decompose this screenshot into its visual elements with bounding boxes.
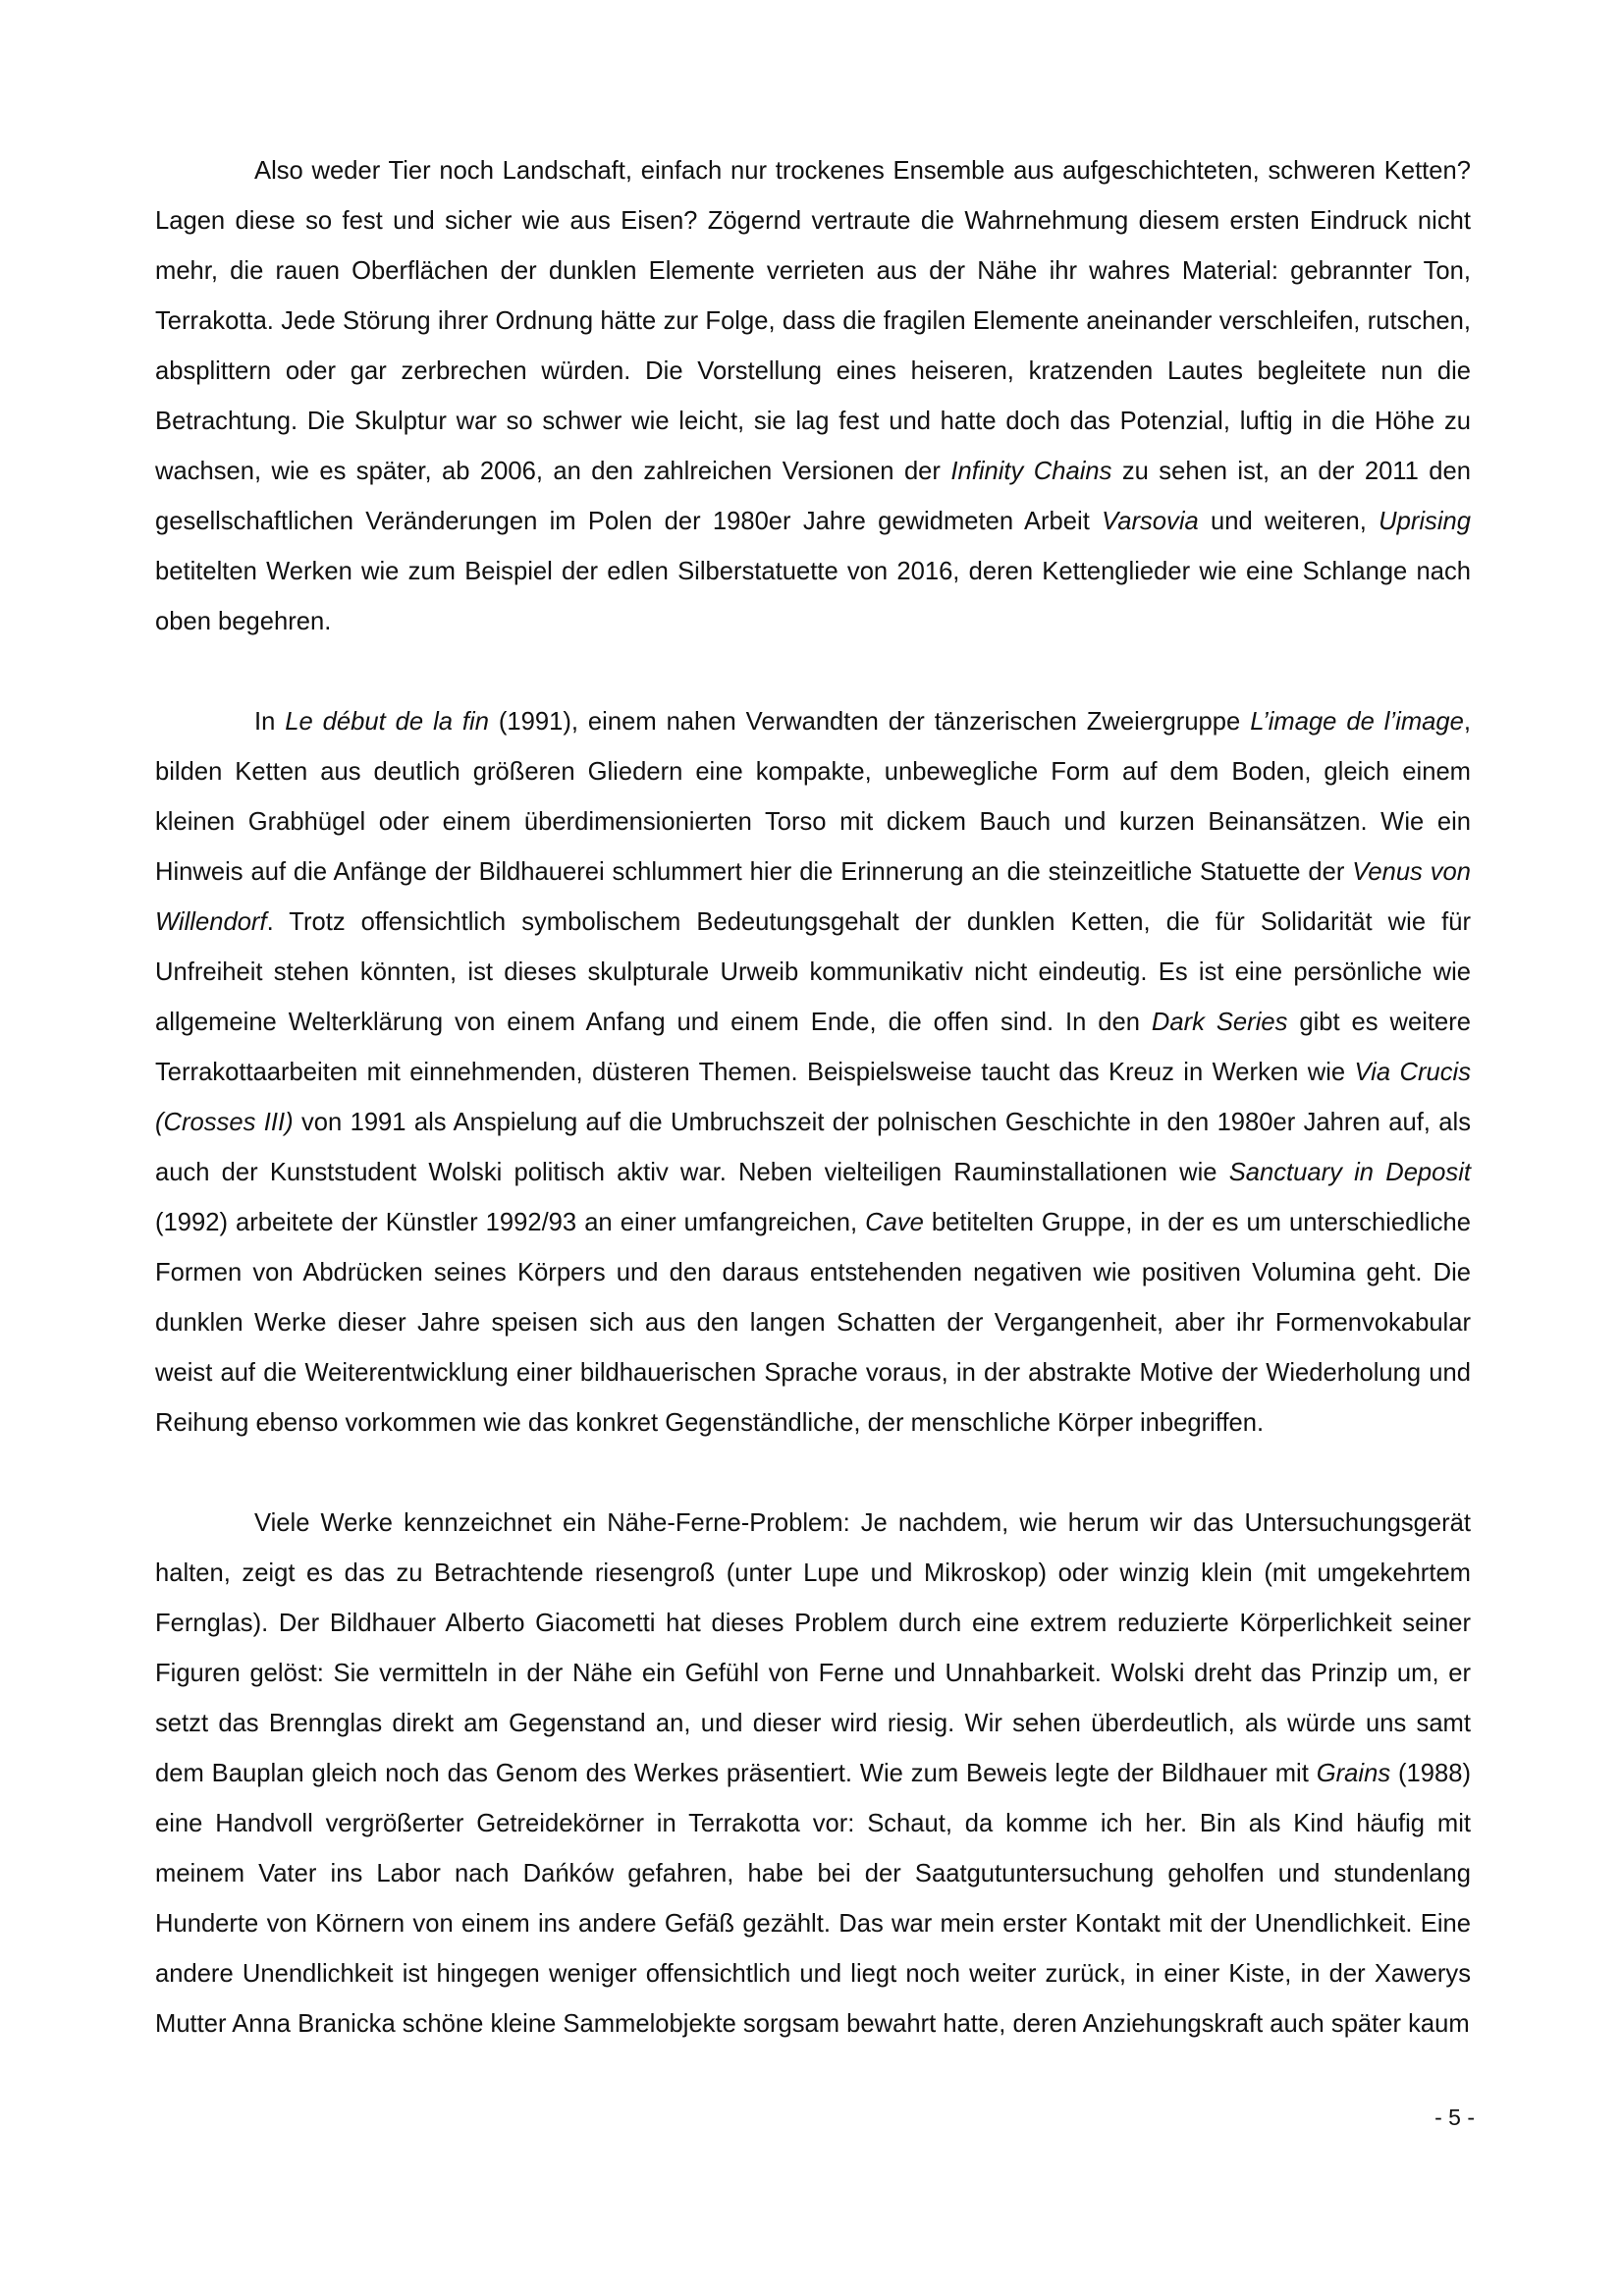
text-run: Also weder Tier noch Landschaft, einfach nur trockenes Ensemble aus aufgeschichteten, schweren Ketten? Lagen diese so fest und sicher wie aus Eisen? Zögernd vertraute die Wahrnehmung diesem ersten Eindruck nicht mehr, die rauen Oberflächen der dunklen Elemente verrieten aus der Nähe ihr wahres Material: gebrannter Ton, Terrakotta. Jede Störung ihrer Ordnung hätte zur Folge, dass die fragilen Elemente aneinander verschleifen, rutschen, absplittern oder gar zerbrechen würden. Die Vorstellung eines heiseren, kratzenden Lautes begleitete nun die Betrachtung. Die Skulptur war so schwer wie leicht, sie lag fest und hatte doch das Potenzial, luftig in die Höhe zu wachsen, wie es später, ab 2006, an den zahlreichen Versionen der: [155, 157, 1471, 485]
work-title: Infinity Chains: [950, 458, 1112, 485]
body-text: [155, 146, 1471, 2050]
text-run: und weiteren,: [1198, 508, 1379, 535]
work-title: Le début de la fin: [285, 708, 489, 736]
work-title: Cave: [865, 1209, 924, 1236]
paragraph-3: [155, 1499, 1471, 2050]
work-title: L’image de l’image: [1250, 708, 1464, 736]
paragraph-1: [155, 146, 1471, 647]
text-run: zu sehen ist, an der 2011 den gesellschaftlichen Veränderungen im Polen der 1980er Jahre gewidmeten Arbeit: [155, 458, 1471, 535]
text-run: (1992) arbeitete der Künstler 1992/93 an einer umfangreichen,: [155, 1209, 866, 1236]
work-title: Dark Series: [1151, 1009, 1288, 1036]
work-title: Varsovia: [1102, 508, 1199, 535]
text-run: In: [254, 708, 286, 736]
work-title: Grains: [1316, 1760, 1391, 1787]
work-title: Venus von Willendorf: [155, 858, 1471, 936]
work-title: Via Crucis (Crosses III): [155, 1059, 1471, 1136]
text-run: von 1991 als Anspielung auf die Umbruchszeit der polnischen Geschichte in den 1980er Jahren auf, als auch der Kunststudent Wolski politisch aktiv war. Neben vielteiligen Rauminstallationen wie: [155, 1109, 1471, 1186]
work-title: Sanctuary in Deposit: [1228, 1159, 1471, 1186]
text-run: betitelten Gruppe, in der es um unterschiedliche Formen von Abdrücken seines Körpers und den daraus entstehenden negativen wie positiven Volumina geht. Die dunklen Werke dieser Jahre speisen sich aus den langen Schatten der Vergangenheit, aber ihr Formenvokabular weist auf die Weiterentwicklung einer bildhauerischen Sprache voraus, in der abstrakte Motive der Wiederholung und Reihung ebenso vorkommen wie das konkret Gegenständliche, der menschliche Körper inbegriffen.: [155, 1209, 1472, 1437]
text-run: . Trotz offensichtlich symbolischem Bedeutungsgehalt der dunklen Ketten, die für Solidarität wie für Unfreiheit stehen könnten, ist dieses skulpturale Urweib kommunikativ nicht eindeutig. Es ist eine persönliche wie allgemeine Welterklärung von einem Anfang und einem Ende, die offen sind. In den: [155, 908, 1471, 1036]
text-run: (1991), einem nahen Verwandten der tänzerischen Zweiergruppe: [488, 708, 1251, 736]
paragraph-2: [155, 697, 1471, 1449]
text-run: Viele Werke kennzeichnet ein Nähe-Ferne-Problem: Je nachdem, wie herum wir das Untersuchungsgerät halten, zeigt es das zu Betrachtende riesengroß (unter Lupe und Mikroskop) oder winzig klein (mit umgekehrtem Fernglas). Der Bildhauer Alberto Giacometti hat dieses Problem durch eine extrem reduzierte Körperlichkeit seiner Figuren gelöst: Sie vermitteln in der Nähe ein Gefühl von Ferne und Unnahbarkeit. Wolski dreht das Prinzip um, er setzt das Brennglas direkt am Gegenstand an, und dieser wird riesig. Wir sehen überdeutlich, als würde uns samt dem Bauplan gleich noch das Genom des Werkes präsentiert. Wie zum Beweis legte der Bildhauer mit: [155, 1509, 1471, 1787]
text-run: , bilden Ketten aus deutlich größeren Gliedern eine kompakte, unbewegliche Form auf dem Boden, gleich einem kleinen Grabhügel oder einem überdimensionierten Torso mit dickem Bauch und kurzen Beinansätzen. Wie ein Hinweis auf die Anfänge der Bildhauerei schlummert hier die Erinnerung an die steinzeitliche Statuette der: [155, 708, 1471, 886]
text-run: (1988) eine Handvoll vergrößerter Getreidekörner in Terrakotta vor: Schaut, da komme ich her. Bin als Kind häufig mit meinem Vater ins Labor nach Dańków gefahren, habe bei der Saatgutuntersuchung geholfen und stundenlang Hunderte von Körnern von einem ins andere Gefäß gezählt. Das war mein erster Kontakt mit der Unendlichkeit. Eine andere Unendlichkeit ist hingegen weniger offensichtlich und liegt noch weiter zurück, in einer Kiste, in der Xawerys Mutter Anna Branicka schöne kleine Sammelobjekte sorgsam bewahrt hatte, deren Anziehungskraft auch später kaum: [155, 1760, 1471, 2038]
text-run: betitelten Werken wie zum Beispiel der edlen Silberstatuette von 2016, deren Kettenglieder wie eine Schlange nach oben begehren.: [155, 558, 1471, 635]
text-run: gibt es weitere Terrakottaarbeiten mit einnehmenden, düsteren Themen. Beispielsweise taucht das Kreuz in Werken wie: [155, 1009, 1471, 1086]
work-title: Uprising: [1379, 508, 1471, 535]
page-number: - 5 -: [1434, 2105, 1475, 2130]
